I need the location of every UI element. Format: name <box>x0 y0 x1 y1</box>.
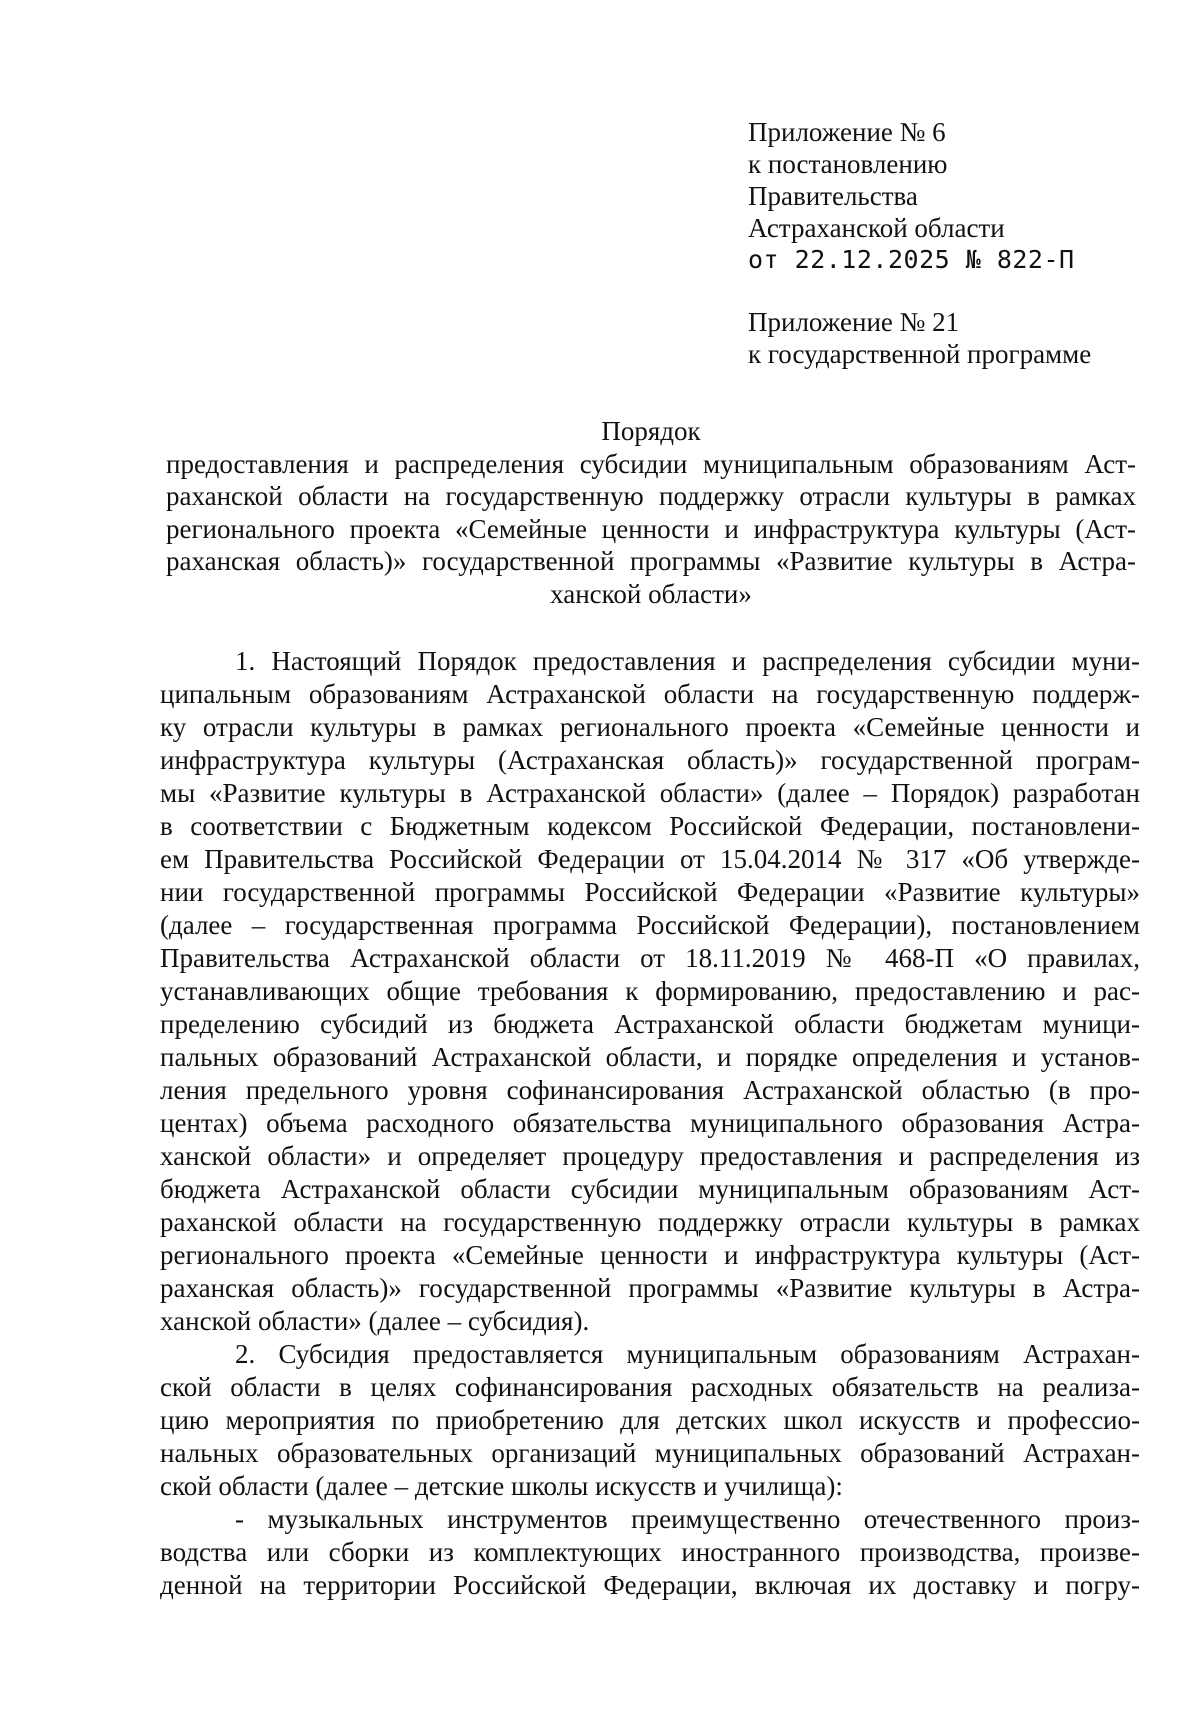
paragraph-1-line: Правительства Астраханской области от 18.11.2019 № 468-П «О правилах, <box>160 943 1140 973</box>
paragraph-1-line: мы «Развитие культуры в Астраханской области» (далее – Порядок) разработан <box>160 778 1140 808</box>
title-subtitle-line: предоставления и распределения субсидии муниципальным образованиям Аст- <box>166 448 1136 479</box>
list-item-line: водства или сборки из комплектующих иностранного производства, произве- <box>160 1537 1140 1567</box>
paragraph-1-line: пальных образований Астраханской области, и порядке определения и установ- <box>160 1042 1140 1072</box>
program-appendix-line: Приложение № 21 <box>748 307 960 337</box>
government-line: Правительства <box>748 181 918 211</box>
paragraph-1-line: пределению субсидий из бюджета Астраханской области бюджетам муници- <box>160 1009 1140 1039</box>
paragraph-1-line: ципальным образованиям Астраханской области на государственную поддерж- <box>160 679 1140 709</box>
paragraph-1-line: раханская область)» государственной программы «Развитие культуры в Астра- <box>160 1273 1140 1303</box>
title-subtitle-line: раханская область)» государственной программы «Развитие культуры в Астра- <box>166 546 1136 576</box>
paragraph-1-line: бюджета Астраханской области субсидии муниципальным образованиям Аст- <box>160 1174 1140 1204</box>
title-subtitle-line: раханской области на государственную поддержку отрасли культуры в рамках <box>166 481 1136 511</box>
region-line: Астраханской области <box>748 213 1005 243</box>
paragraph-1-line: ем Правительства Российской Федерации от 15.04.2014 № 317 «Об утвержде- <box>160 844 1140 874</box>
paragraph-1-line: раханской области на государственную поддержку отрасли культуры в рамках <box>160 1207 1140 1237</box>
header-gap <box>748 276 1168 306</box>
paragraph-2-line: нальных образовательных организаций муниципальных образований Астрахан- <box>160 1438 1140 1468</box>
decree-reference-line: к постановлению <box>748 149 948 179</box>
paragraph-1-line: (далее – государственная программа Российской Федерации), постановлением <box>160 910 1140 940</box>
title-main: Порядок <box>601 416 701 446</box>
appendix-number-line: Приложение № 6 <box>748 117 946 147</box>
program-reference-line: к государственной программе <box>748 339 1092 369</box>
title-subtitle-line: ханской области» <box>550 578 752 609</box>
document-body <box>160 645 1140 1602</box>
paragraph-1-line: инфраструктура культуры (Астраханская область)» государственной програм- <box>160 745 1140 775</box>
paragraph-1-line: центах) объема расходного обязательства муниципального образования Астра- <box>160 1108 1140 1138</box>
decree-date-line: от 22.12.2025 № 822-П <box>748 245 1075 274</box>
paragraph-2-line: ской области в целях софинансирования расходных обязательств на реализа- <box>160 1372 1140 1402</box>
paragraph-1-line: устанавливающих общие требования к формированию, предоставлению и рас- <box>160 976 1140 1006</box>
approval-header <box>748 116 1168 370</box>
paragraph-1-line: регионального проекта «Семейные ценности и инфраструктура культуры (Аст- <box>160 1240 1140 1270</box>
paragraph-1-line: в соответствии с Бюджетным кодексом Российской Федерации, постановлени- <box>160 811 1140 841</box>
paragraph-1-line: ления предельного уровня софинансирования Астраханской областью (в про- <box>160 1075 1140 1105</box>
paragraph-1-line: 1. Настоящий Порядок предоставления и распределения субсидии муни- <box>235 646 1140 676</box>
paragraph-2-line: ской области (далее – детские школы искусств и училища): <box>160 1471 843 1501</box>
title-subtitle-line: регионального проекта «Семейные ценности и инфраструктура культуры (Аст- <box>166 513 1136 544</box>
paragraph-1-line: нии государственной программы Российской Федерации «Развитие культуры» <box>160 877 1140 907</box>
paragraph-2-line: 2. Субсидия предоставляется муниципальным образованиям Астрахан- <box>235 1339 1140 1369</box>
list-item-line: денной на территории Российской Федерации, включая их доставку и погру- <box>160 1570 1140 1600</box>
paragraph-2-line: цию мероприятия по приобретению для детских школ искусств и профессио- <box>160 1405 1140 1435</box>
paragraph-1-line: ханской области» и определяет процедуру предоставления и распределения из <box>160 1141 1140 1171</box>
list-item-line: - музыкальных инструментов преимущественно отечественного произ- <box>235 1504 1140 1534</box>
paragraph-1-line: ханской области» (далее – субсидия). <box>160 1306 590 1336</box>
paragraph-1-line: ку отрасли культуры в рамках регионального проекта «Семейные ценности и <box>160 712 1140 742</box>
document-title <box>166 415 1136 610</box>
